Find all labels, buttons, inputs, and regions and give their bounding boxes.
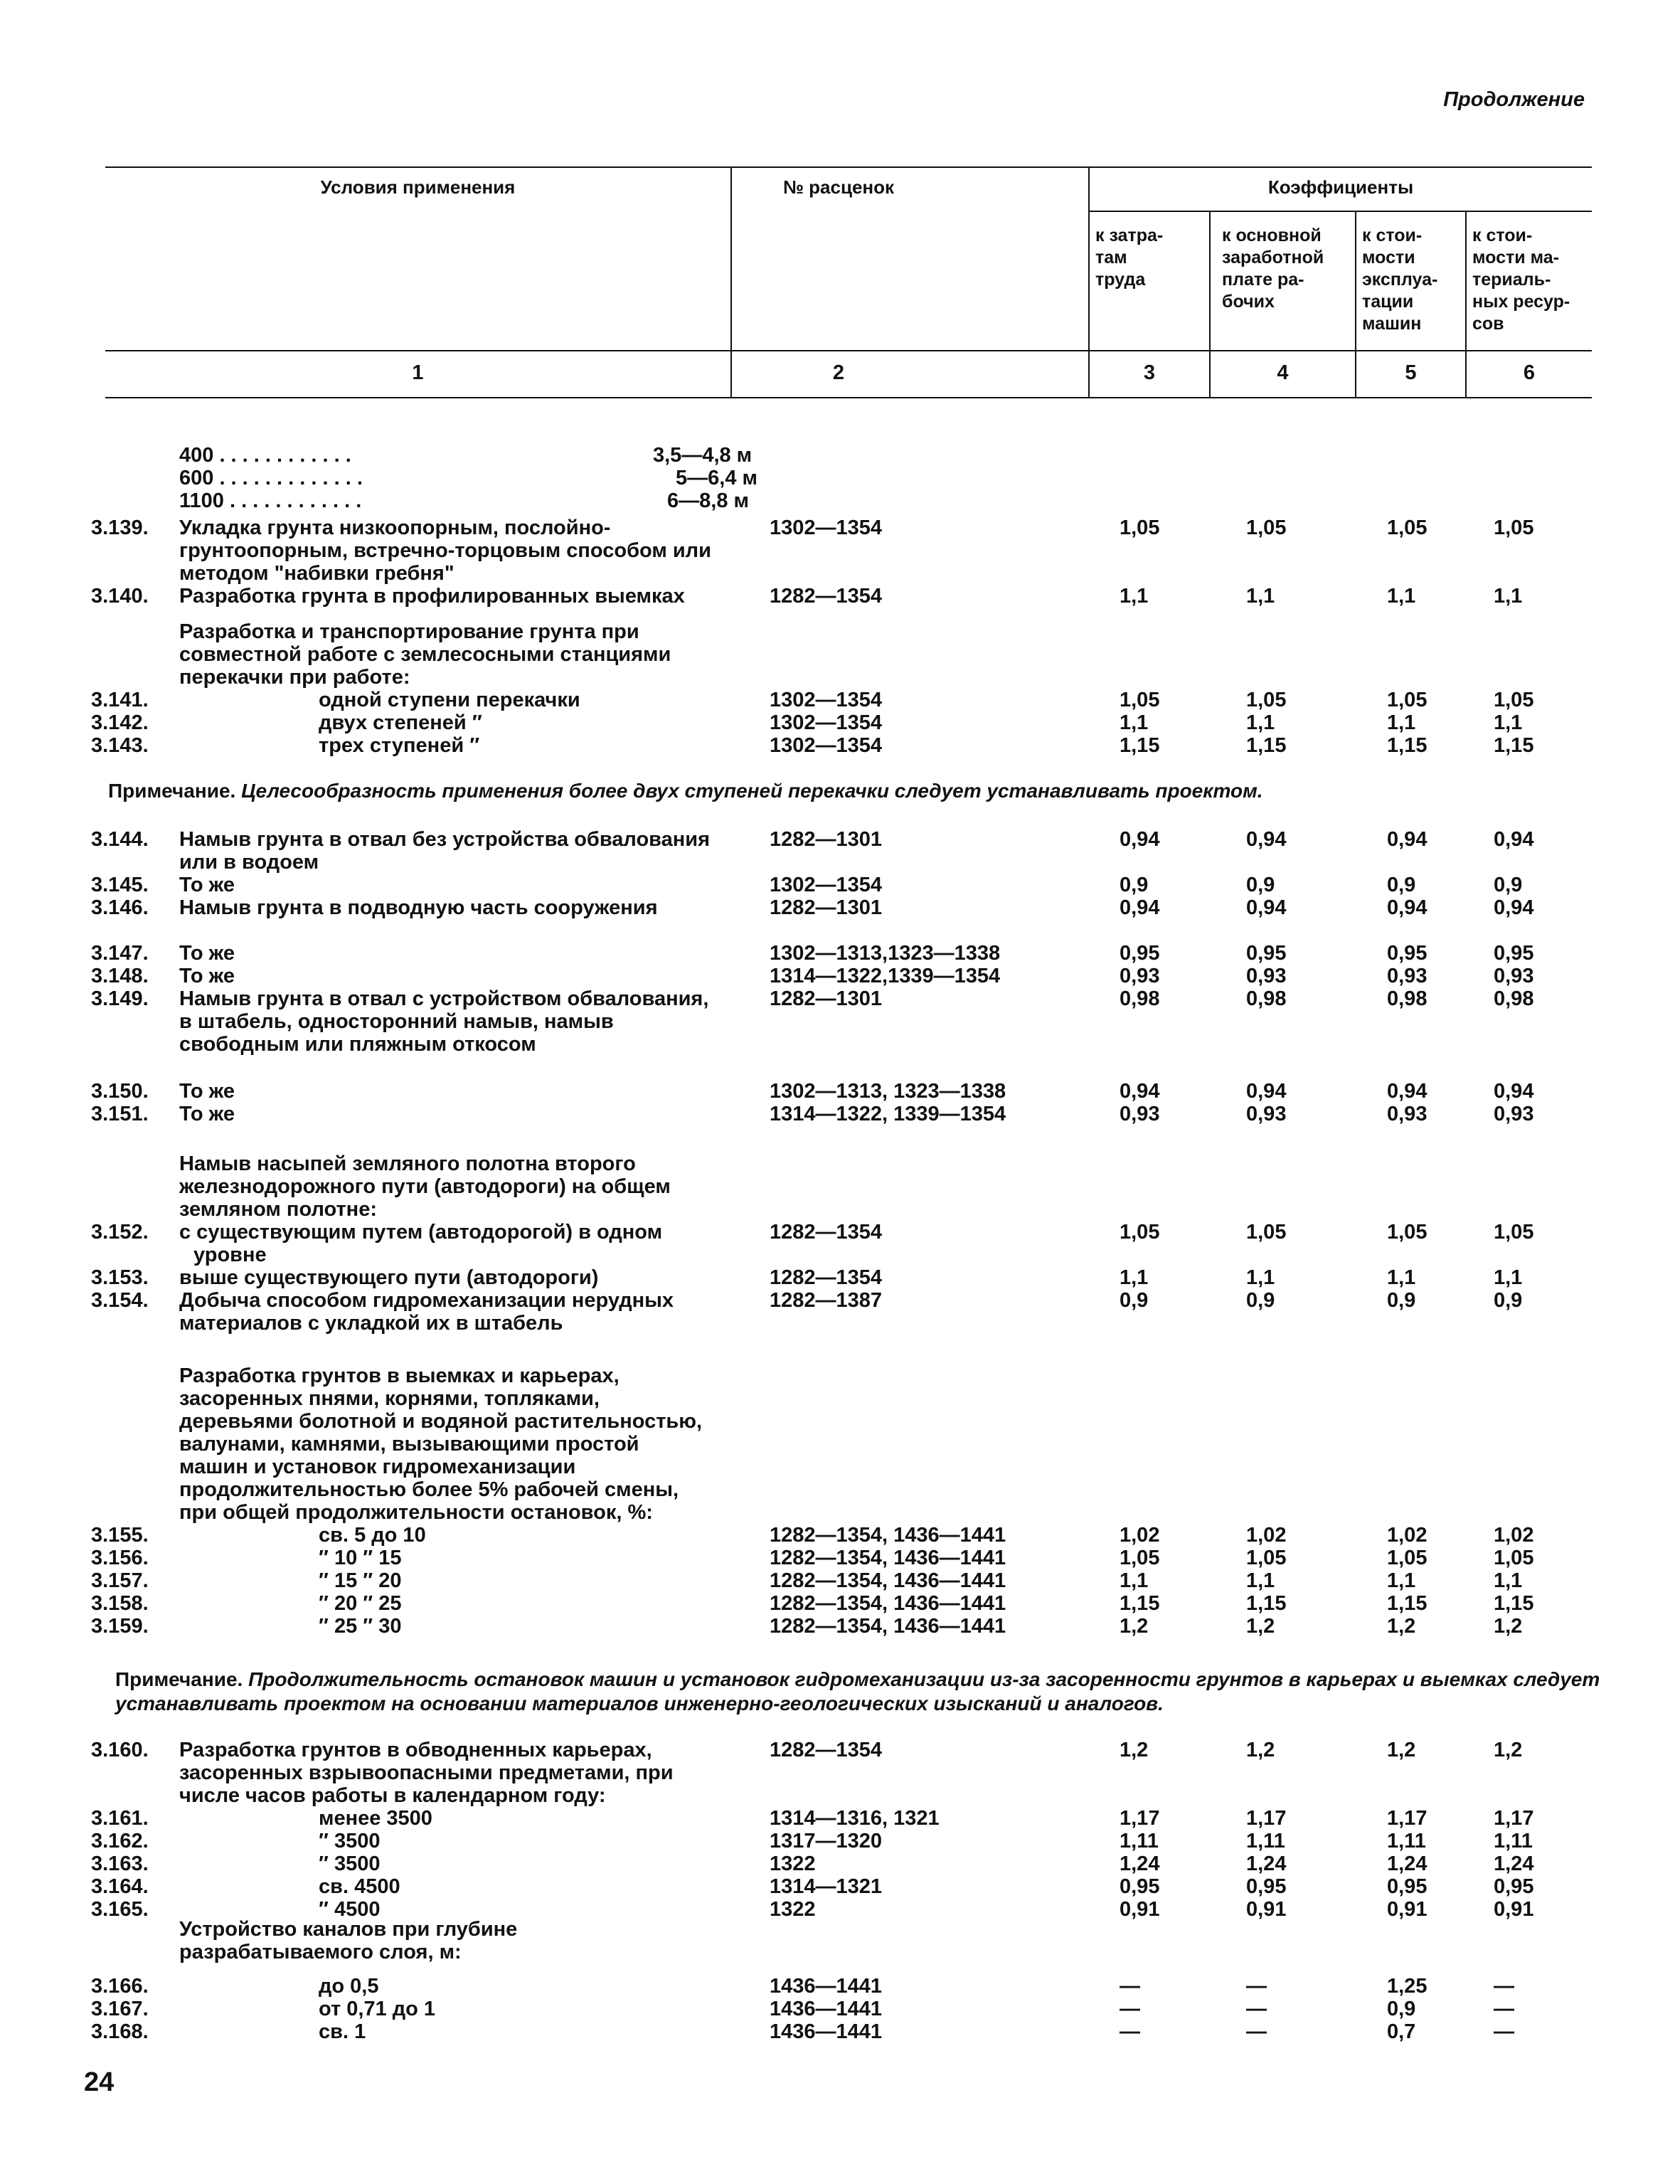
row-coef-machines: 1,05: [1387, 1221, 1428, 1244]
row-coef-materials: 1,02: [1494, 1524, 1534, 1547]
row-coef-machines: 1,05: [1387, 1547, 1428, 1569]
row-coef-machines: 1,17: [1387, 1807, 1428, 1830]
row-number: 3.148.: [91, 965, 149, 987]
col-number-2: 2: [832, 361, 845, 384]
row-condition-text: от 0,71 до 1: [319, 1998, 436, 2020]
row-coef-materials: —: [1494, 2020, 1514, 2043]
row-number: 3.162.: [91, 1830, 149, 1852]
row-rates: 1282—1354, 1436—1441: [770, 1615, 1006, 1638]
row-condition-text: с существующим путем (автодорогой) в одном уровне: [179, 1221, 663, 1266]
row-condition-text: выше существующего пути (автодороги): [179, 1266, 599, 1289]
row-coef-machines: 0,93: [1387, 965, 1428, 987]
row-number: 3.157.: [91, 1569, 149, 1592]
top-line-value: 5—6,4 м: [676, 467, 757, 489]
row-coef-labor: 0,9: [1120, 874, 1149, 896]
row-condition-text: Укладка грунта низкоопорным, послойно-грунтоопорным, встречно-торцовым способом или методом "набивки гребня": [179, 516, 711, 585]
row-rates: 1322: [770, 1898, 816, 1921]
row-coef-machines: 1,11: [1387, 1830, 1426, 1852]
row-coef-labor: 1,05: [1120, 1547, 1160, 1569]
row-rates: 1302—1354: [770, 689, 883, 711]
row-coef-labor: 1,24: [1120, 1852, 1160, 1875]
row-condition-text: Намыв грунта в отвал без устройства обвалования или в водоем: [179, 828, 711, 874]
row-number: 3.144.: [91, 828, 149, 851]
row-coef-materials: 1,2: [1494, 1615, 1523, 1638]
row-coef-labor: 0,98: [1120, 987, 1160, 1010]
row-rates: 1314—1316, 1321: [770, 1807, 940, 1830]
row-number: 3.143.: [91, 734, 149, 757]
group-intro-canals: Устройство каналов при глубине разрабатываемого слоя, м:: [179, 1918, 518, 1963]
row-coef-wages: 0,94: [1246, 828, 1287, 851]
row-rates: 1322: [770, 1852, 816, 1875]
row-rates: 1302—1313, 1323—1338: [770, 1080, 1006, 1103]
row-coef-machines: 0,98: [1387, 987, 1428, 1010]
row-rates: 1302—1354: [770, 734, 883, 757]
row-coef-labor: 0,93: [1120, 965, 1160, 987]
note-pumping: Примечание. Целесообразность применения более двух ступеней перекачки следует устанавливать проектом.: [108, 780, 1263, 802]
header-labor: к затра- там труда: [1095, 226, 1164, 290]
row-coef-machines: 0,95: [1387, 1875, 1428, 1898]
row-condition-text: ″ 3500: [319, 1852, 381, 1875]
row-condition-text: Намыв грунта в подводную часть сооружения: [179, 896, 658, 919]
row-coef-machines: 1,2: [1387, 1739, 1416, 1761]
row-condition-text: ″ 20 ″ 25: [319, 1592, 402, 1615]
row-coef-wages: 0,9: [1246, 874, 1275, 896]
row-condition-text: двух степеней ″: [319, 711, 482, 734]
row-coef-wages: 0,95: [1246, 942, 1287, 965]
row-coef-materials: 1,05: [1494, 1221, 1534, 1244]
group-intro-embankment: Намыв насыпей земляного полотна второго железнодорожного пути (автодороги) на общем земляном полотне:: [179, 1152, 671, 1221]
row-coef-machines: 1,1: [1387, 711, 1416, 734]
row-number: 3.147.: [91, 942, 149, 965]
col-number-6: 6: [1523, 361, 1536, 384]
row-coef-wages: 1,05: [1246, 689, 1287, 711]
row-coef-materials: 0,9: [1494, 1289, 1523, 1312]
row-coef-materials: 0,93: [1494, 1103, 1534, 1125]
row-rates: 1314—1321: [770, 1875, 883, 1898]
note-obstructions: Примечание. Продолжительность остановок машин и установок гидромеханизации из-за засоренности грунтов в карьерах и выемках следует устанавливать проектом на основании материалов инженерно-геологических изысканий и аналогов.: [115, 1668, 1600, 1714]
row-rates: 1436—1441: [770, 2020, 883, 2043]
row-number: 3.140.: [91, 585, 149, 608]
row-coef-wages: 1,17: [1246, 1807, 1287, 1830]
row-coef-labor: 1,1: [1120, 1569, 1149, 1592]
row-coef-wages: 1,1: [1246, 1569, 1275, 1592]
group-intro-obstructions: Разработка грунтов в выемках и карьерах, засоренных пнями, корнями, топляками, деревьями болотной и водяной растительностью, валунами, камнями, вызывающими простой машин и установок гидромеханизации продолжительностью более 5% рабочей смены, при общей продолжительности остановок, %:: [179, 1364, 703, 1524]
row-coef-labor: 1,15: [1120, 1592, 1160, 1615]
row-number: 3.167.: [91, 1998, 149, 2020]
row-coef-materials: 1,11: [1494, 1830, 1533, 1852]
row-rates: 1436—1441: [770, 1998, 883, 2020]
row-number: 3.160.: [91, 1739, 149, 1761]
row-coef-wages: —: [1246, 1998, 1267, 2020]
row-coef-machines: 1,02: [1387, 1524, 1428, 1547]
row-number: 3.139.: [91, 516, 149, 539]
row-coef-labor: 1,2: [1120, 1739, 1149, 1761]
row-condition-text: То же: [179, 942, 235, 965]
row-number: 3.168.: [91, 2020, 149, 2043]
row-number: 3.154.: [91, 1289, 149, 1312]
row-condition-text: ″ 10 ″ 15: [319, 1547, 402, 1569]
row-coef-labor: —: [1120, 1998, 1140, 2020]
row-condition-text: ″ 25 ″ 30: [319, 1615, 402, 1638]
row-rates: 1282—1354: [770, 1266, 883, 1289]
row-coef-materials: 0,95: [1494, 1875, 1534, 1898]
row-condition-text: То же: [179, 1103, 235, 1125]
row-coef-labor: 0,94: [1120, 1080, 1160, 1103]
row-rates: 1436—1441: [770, 1975, 883, 1998]
row-coef-labor: 1,15: [1120, 734, 1160, 757]
row-coef-labor: 0,93: [1120, 1103, 1160, 1125]
group-intro-pumping: Разработка и транспортирование грунта при совместной работе с землесосными станциями перекачки при работе:: [179, 620, 671, 689]
row-coef-materials: —: [1494, 1998, 1514, 2020]
header-coefficients: Коэффициенты: [1267, 176, 1414, 198]
top-line-label: 400 . . . . . . . . . . . .: [179, 444, 351, 467]
row-condition-text: ″ 4500: [319, 1898, 381, 1921]
row-coef-wages: 0,95: [1246, 1875, 1287, 1898]
row-number: 3.142.: [91, 711, 149, 734]
page-number: 24: [84, 2067, 115, 2097]
row-coef-machines: 1,1: [1387, 1569, 1416, 1592]
row-coef-materials: 0,91: [1494, 1898, 1534, 1921]
row-coef-materials: 1,15: [1494, 734, 1534, 757]
row-coef-materials: 0,98: [1494, 987, 1534, 1010]
row-rates: 1282—1301: [770, 987, 883, 1010]
row-number: 3.151.: [91, 1103, 149, 1125]
row-condition-text: То же: [179, 1080, 235, 1103]
row-number: 3.150.: [91, 1080, 149, 1103]
header-mid-rule: [105, 350, 1592, 351]
row-number: 3.146.: [91, 896, 149, 919]
row-coef-wages: 1,11: [1246, 1830, 1285, 1852]
row-coef-wages: 1,15: [1246, 734, 1287, 757]
header-conditions: Условия применения: [320, 176, 516, 198]
row-coef-materials: 0,9: [1494, 874, 1523, 896]
row-coef-wages: —: [1246, 1975, 1267, 1998]
row-coef-wages: 1,2: [1246, 1739, 1275, 1761]
row-coef-machines: 0,94: [1387, 1080, 1428, 1103]
col-number-5: 5: [1405, 361, 1417, 384]
row-rates: 1302—1313,1323—1338: [770, 942, 1001, 965]
top-line-label: 1100 . . . . . . . . . . . .: [179, 489, 362, 512]
row-coef-machines: 1,15: [1387, 734, 1428, 757]
row-condition-text: одной ступени перекачки: [319, 689, 580, 711]
row-rates: 1314—1322, 1339—1354: [770, 1103, 1006, 1125]
header-machines: к стои- мости эксплуа- тации машин: [1362, 226, 1438, 334]
row-coef-materials: 1,1: [1494, 585, 1523, 608]
row-condition-text: ″ 15 ″ 20: [319, 1569, 402, 1592]
row-coef-materials: 0,93: [1494, 965, 1534, 987]
row-coef-machines: 0,9: [1387, 1998, 1416, 2020]
row-coef-materials: 1,1: [1494, 711, 1523, 734]
row-rates: 1282—1354, 1436—1441: [770, 1547, 1006, 1569]
row-rates: 1282—1354: [770, 1221, 883, 1244]
row-coef-wages: 1,05: [1246, 1221, 1287, 1244]
row-number: 3.159.: [91, 1615, 149, 1638]
col-number-1: 1: [412, 361, 424, 384]
row-condition-text: св. 5 до 10: [319, 1524, 426, 1547]
row-coef-labor: 0,9: [1120, 1289, 1149, 1312]
row-coef-machines: 0,9: [1387, 1289, 1416, 1312]
row-rates: 1302—1354: [770, 516, 883, 539]
header-rates: № расценок: [782, 176, 895, 198]
row-coef-machines: 0,94: [1387, 896, 1428, 919]
row-coef-labor: 1,05: [1120, 689, 1160, 711]
row-coef-materials: 1,24: [1494, 1852, 1534, 1875]
row-coef-wages: 0,93: [1246, 965, 1287, 987]
row-coef-machines: 1,05: [1387, 516, 1428, 539]
row-coef-machines: 1,25: [1387, 1975, 1428, 1998]
row-coef-materials: 1,17: [1494, 1807, 1534, 1830]
row-coef-wages: 1,15: [1246, 1592, 1287, 1615]
row-coef-materials: 0,94: [1494, 1080, 1534, 1103]
row-condition-text: св. 4500: [319, 1875, 400, 1898]
row-coef-labor: 1,1: [1120, 1266, 1149, 1289]
row-condition-text: св. 1: [319, 2020, 366, 2043]
row-coef-machines: 0,91: [1387, 1898, 1428, 1921]
row-coef-wages: 1,2: [1246, 1615, 1275, 1638]
header-bottom-rule: [105, 397, 1592, 398]
row-coef-machines: 1,05: [1387, 689, 1428, 711]
row-coef-materials: 1,1: [1494, 1569, 1523, 1592]
row-rates: 1282—1354: [770, 1739, 883, 1761]
row-coef-labor: 0,95: [1120, 1875, 1160, 1898]
row-coef-wages: 1,05: [1246, 516, 1287, 539]
col-number-3: 3: [1143, 361, 1156, 384]
row-coef-labor: 0,91: [1120, 1898, 1160, 1921]
row-coef-labor: 1,1: [1120, 585, 1149, 608]
row-rates: 1282—1354: [770, 585, 883, 608]
row-coef-wages: 1,1: [1246, 585, 1275, 608]
row-coef-wages: 0,98: [1246, 987, 1287, 1010]
row-coef-materials: 1,05: [1494, 1547, 1534, 1569]
row-condition-text: Добыча способом гидромеханизации нерудных материалов с укладкой их в штабель: [179, 1289, 674, 1335]
row-coef-machines: 0,93: [1387, 1103, 1428, 1125]
top-line-value: 6—8,8 м: [667, 489, 749, 512]
row-condition-text: То же: [179, 874, 235, 896]
row-coef-materials: 1,05: [1494, 689, 1534, 711]
row-coef-materials: 0,94: [1494, 896, 1534, 919]
row-coef-wages: 0,93: [1246, 1103, 1287, 1125]
row-number: 3.153.: [91, 1266, 149, 1289]
row-coef-wages: 0,94: [1246, 1080, 1287, 1103]
row-coef-wages: 0,9: [1246, 1289, 1275, 1312]
row-number: 3.145.: [91, 874, 149, 896]
row-coef-machines: 1,15: [1387, 1592, 1428, 1615]
row-condition-text: менее 3500: [319, 1807, 432, 1830]
row-coef-materials: 1,1: [1494, 1266, 1523, 1289]
row-number: 3.158.: [91, 1592, 149, 1615]
row-rates: 1282—1354, 1436—1441: [770, 1569, 1006, 1592]
row-coef-machines: 0,7: [1387, 2020, 1416, 2043]
row-coef-machines: 0,95: [1387, 942, 1428, 965]
row-coef-machines: 0,9: [1387, 874, 1416, 896]
top-line-label: 600 . . . . . . . . . . . . .: [179, 467, 363, 489]
row-coef-machines: 1,1: [1387, 585, 1416, 608]
top-line-value: 3,5—4,8 м: [653, 444, 753, 467]
row-number: 3.156.: [91, 1547, 149, 1569]
row-coef-labor: 0,94: [1120, 828, 1160, 851]
row-coef-labor: 0,95: [1120, 942, 1160, 965]
row-condition-text: ″ 3500: [319, 1830, 381, 1852]
row-number: 3.149.: [91, 987, 149, 1010]
row-coef-wages: 1,02: [1246, 1524, 1287, 1547]
row-coef-labor: 1,05: [1120, 1221, 1160, 1244]
row-number: 3.165.: [91, 1898, 149, 1921]
header-top-rule: [105, 166, 1592, 168]
row-rates: 1282—1387: [770, 1289, 883, 1312]
row-coef-labor: 0,94: [1120, 896, 1160, 919]
row-number: 3.164.: [91, 1875, 149, 1898]
row-coef-labor: 1,05: [1120, 516, 1160, 539]
row-coef-materials: 1,15: [1494, 1592, 1534, 1615]
row-coef-machines: 1,24: [1387, 1852, 1428, 1875]
header-wages: к основной заработной плате ра- бочих: [1222, 226, 1324, 312]
row-coef-labor: 1,11: [1120, 1830, 1159, 1852]
row-condition-text: То же: [179, 965, 235, 987]
row-rates: 1302—1354: [770, 874, 883, 896]
row-coef-wages: 1,05: [1246, 1547, 1287, 1569]
row-coef-labor: 1,1: [1120, 711, 1149, 734]
row-rates: 1302—1354: [770, 711, 883, 734]
row-coef-labor: 1,02: [1120, 1524, 1160, 1547]
row-number: 3.163.: [91, 1852, 149, 1875]
row-coef-machines: 1,1: [1387, 1266, 1416, 1289]
continuation-label: Продолжение: [1443, 88, 1585, 111]
row-number: 3.166.: [91, 1975, 149, 1998]
row-rates: 1282—1354, 1436—1441: [770, 1524, 1006, 1547]
row-rates: 1317—1320: [770, 1830, 883, 1852]
row-coef-wages: 0,91: [1246, 1898, 1287, 1921]
header-materials: к стои- мости ма- териаль- ных ресур- сов: [1472, 226, 1570, 334]
row-coef-labor: 1,2: [1120, 1615, 1149, 1638]
row-condition-text: Разработка грунта в профилированных выемках: [179, 585, 685, 608]
row-coef-materials: —: [1494, 1975, 1514, 1998]
row-coef-materials: 1,05: [1494, 516, 1534, 539]
row-coef-wages: 1,24: [1246, 1852, 1287, 1875]
row-coef-machines: 0,94: [1387, 828, 1428, 851]
row-coef-materials: 0,95: [1494, 942, 1534, 965]
row-coef-labor: —: [1120, 1975, 1140, 1998]
row-condition-text: Разработка грунтов в обводненных карьерах, засоренных взрывоопасными предметами, при числе часов работы в календарном году:: [179, 1739, 674, 1807]
row-number: 3.152.: [91, 1221, 149, 1244]
coef-subheader-rule: [1088, 211, 1592, 212]
row-coef-wages: 0,94: [1246, 896, 1287, 919]
row-coef-wages: 1,1: [1246, 1266, 1275, 1289]
row-condition-text: до 0,5: [319, 1975, 379, 1998]
row-coef-materials: 1,2: [1494, 1739, 1523, 1761]
row-rates: 1282—1354, 1436—1441: [770, 1592, 1006, 1615]
row-coef-machines: 1,2: [1387, 1615, 1416, 1638]
row-coef-labor: 1,17: [1120, 1807, 1160, 1830]
row-condition-text: трех ступеней ″: [319, 734, 480, 757]
row-coef-wages: 1,1: [1246, 711, 1275, 734]
row-number: 3.161.: [91, 1807, 149, 1830]
row-rates: 1282—1301: [770, 896, 883, 919]
row-condition-text: Намыв грунта в отвал с устройством обвалования, в штабель, односторонний намыв, намыв свободным или пляжным откосом: [179, 987, 709, 1056]
row-number: 3.155.: [91, 1524, 149, 1547]
row-coef-wages: —: [1246, 2020, 1267, 2043]
row-coef-materials: 0,94: [1494, 828, 1534, 851]
row-number: 3.141.: [91, 689, 149, 711]
row-rates: 1282—1301: [770, 828, 883, 851]
row-coef-labor: —: [1120, 2020, 1140, 2043]
row-rates: 1314—1322,1339—1354: [770, 965, 1001, 987]
col-number-4: 4: [1277, 361, 1289, 384]
